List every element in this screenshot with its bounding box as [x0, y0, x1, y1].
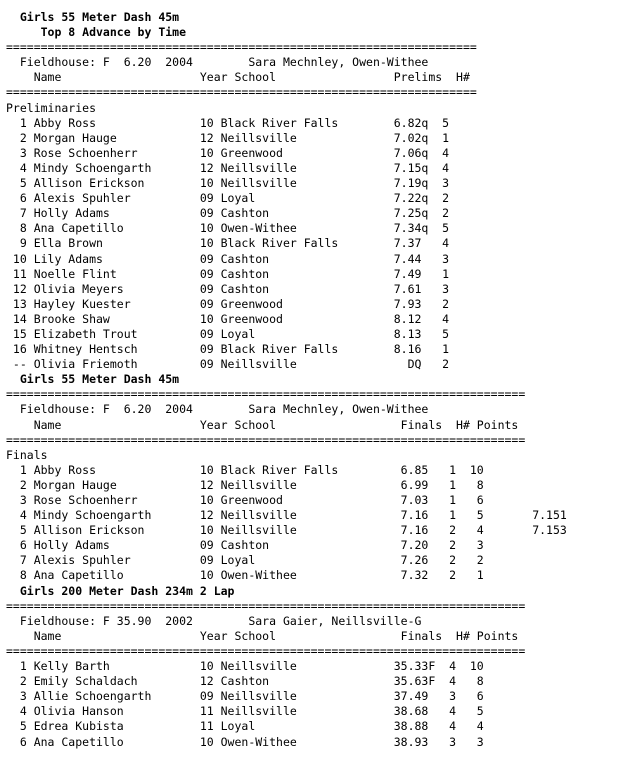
result-row: 4 Olivia Hanson 11 Neillsville 38.68 4 5 [6, 704, 484, 719]
result-row: 3 Allie Schoengarth 09 Neillsville 37.49 3 6 [6, 689, 484, 704]
event-heading: Top 8 Advance by Time [6, 25, 187, 40]
result-row: 4 Mindy Schoengarth 12 Neillsville 7.16 1 5 7.151 [6, 508, 567, 523]
result-row: 3 Rose Schoenherr 10 Greenwood 7.06q 4 [6, 145, 450, 160]
separator-line: =========================================================================== [6, 598, 526, 613]
result-row: 2 Morgan Hauge 12 Neillsville 6.99 1 8 [6, 477, 484, 492]
section-label: Finals [6, 447, 48, 462]
separator-line: =========================================================================== [6, 387, 526, 402]
result-row: 1 Kelly Barth 10 Neillsville 35.33F 4 10 [6, 659, 484, 674]
record-line: Fieldhouse: F 35.90 2002 Sara Gaier, Neillsville-G [6, 613, 422, 628]
result-row: 14 Brooke Shaw 10 Greenwood 8.12 4 [6, 311, 450, 326]
result-row: 7 Alexis Spuhler 09 Loyal 7.26 2 2 [6, 553, 484, 568]
separator-line: =========================================================================== [6, 643, 526, 658]
result-row: 9 Ella Brown 10 Black River Falls 7.37 4 [6, 236, 450, 251]
result-row: 7 Holly Adams 09 Cashton 7.25q 2 [6, 206, 450, 221]
result-row: 5 Edrea Kubista 11 Loyal 38.88 4 4 [6, 719, 484, 734]
column-header: Name Year School Finals H# Points [6, 417, 519, 432]
separator-line: ==================================================================== [6, 85, 477, 100]
result-row: 6 Holly Adams 09 Cashton 7.20 2 3 [6, 538, 484, 553]
column-header: Name Year School Finals H# Points [6, 628, 519, 643]
record-line: Fieldhouse: F 6.20 2004 Sara Mechnley, Owen-Withee [6, 55, 429, 70]
column-header: Name Year School Prelims H# [6, 70, 470, 85]
result-row: 10 Lily Adams 09 Cashton 7.44 3 [6, 251, 450, 266]
result-row: 3 Rose Schoenherr 10 Greenwood 7.03 1 6 [6, 493, 484, 507]
result-row: 2 Emily Schaldach 12 Cashton 35.63F 4 8 [6, 674, 484, 689]
event-heading: Girls 55 Meter Dash 45m [6, 372, 180, 387]
result-row: 13 Hayley Kuester 09 Greenwood 7.93 2 [6, 296, 450, 311]
results-document [6, 10, 567, 750]
event-heading: Girls 200 Meter Dash 234m 2 Lap [6, 583, 235, 598]
result-row: 5 Allison Erickson 10 Neillsville 7.16 2 4 7.153 [6, 523, 567, 538]
section-label: Preliminaries [6, 100, 97, 115]
result-row: 12 Olivia Meyers 09 Cashton 7.61 3 [6, 281, 450, 296]
result-row: 8 Ana Capetillo 10 Owen-Withee 7.34q 5 [6, 221, 450, 236]
result-row: -- Olivia Friemoth 09 Neillsville DQ 2 [6, 357, 450, 372]
result-row: 6 Ana Capetillo 10 Owen-Withee 38.93 3 3 [6, 734, 484, 749]
result-row: 15 Elizabeth Trout 09 Loyal 8.13 5 [6, 326, 450, 341]
result-row: 4 Mindy Schoengarth 12 Neillsville 7.15q 4 [6, 160, 450, 175]
result-row: 1 Abby Ross 10 Black River Falls 6.85 1 10 [6, 462, 484, 477]
result-row: 2 Morgan Hauge 12 Neillsville 7.02q 1 [6, 130, 450, 145]
separator-line: =========================================================================== [6, 432, 526, 447]
result-row: 16 Whitney Hentsch 09 Black River Falls 8.16 1 [6, 342, 450, 357]
result-row: 6 Alexis Spuhler 09 Loyal 7.22q 2 [6, 191, 450, 206]
record-line: Fieldhouse: F 6.20 2004 Sara Mechnley, Owen-Withee [6, 402, 429, 417]
result-row: 11 Noelle Flint 09 Cashton 7.49 1 [6, 266, 450, 281]
result-row: 8 Ana Capetillo 10 Owen-Withee 7.32 2 1 [6, 568, 484, 583]
event-heading: Girls 55 Meter Dash 45m [6, 10, 180, 24]
result-row: 5 Allison Erickson 10 Neillsville 7.19q 3 [6, 176, 450, 191]
separator-line: ==================================================================== [6, 40, 477, 55]
result-row: 1 Abby Ross 10 Black River Falls 6.82q 5 [6, 115, 450, 130]
